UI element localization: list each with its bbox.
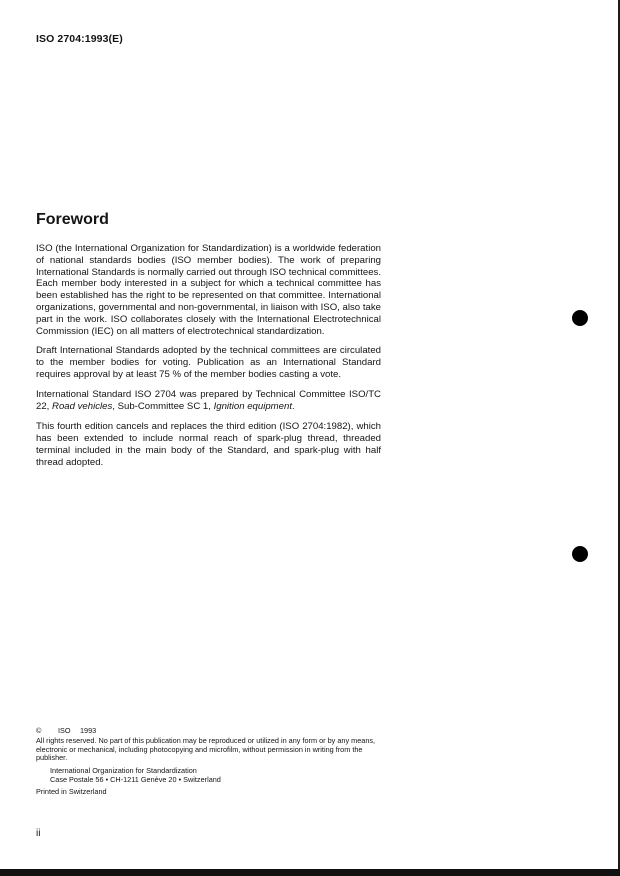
paragraph-preparation-lead: International Standard ISO 2704 was prepared by Technical Committee ISO/TC 22, bbox=[36, 388, 381, 412]
paragraph-preparation-end: . bbox=[292, 400, 295, 412]
section-title: Foreword bbox=[36, 211, 109, 228]
foreword-body bbox=[36, 243, 381, 477]
rights-statement: All rights reserved. No part of this publication may be reproduced or utilized in any form or by any means, electronic or mechanical, including photocopying and microfilm, without permission in writing from the publisher. bbox=[36, 735, 376, 763]
page-edge-bottom bbox=[0, 869, 620, 876]
document-identifier: ISO 2704:1993(E) bbox=[36, 33, 123, 45]
paragraph-iso-description: ISO (the International Organization for Standardization) is a worldwide federation of national standards bodies (ISO member bodies). The work of preparing International Standards is normally carried out through ISO technical committees. Each member body interested in a subject for which a technical committee has been established has the right to be represented on that committee. International organizations, governmental and non-governmental, in liaison with ISO, also take part in the work. ISO collaborates closely with the International Electrotechnical Commission (IEC) on all matters of electrotechnical standardization. bbox=[36, 243, 382, 337]
copyright-year: 1993 bbox=[80, 726, 97, 735]
copyright-line bbox=[36, 727, 386, 736]
printed-in: Printed in Switzerland bbox=[36, 787, 107, 797]
committee-name: Road vehicles bbox=[52, 400, 113, 412]
address-org: International Organization for Standardization bbox=[50, 766, 197, 776]
publisher-address bbox=[50, 766, 386, 784]
punch-hole-upper bbox=[572, 310, 588, 326]
copyright-org: ISO bbox=[58, 726, 71, 735]
punch-hole-lower bbox=[572, 546, 588, 562]
paragraph-preparation bbox=[36, 389, 381, 413]
paragraph-voting: Draft International Standards adopted by the technical committees are circulated to the member bodies for voting. Publication as an International Standard requires approval by at least 75 % of the member bodies casting a vote. bbox=[36, 345, 381, 380]
copyright-org-year bbox=[58, 727, 96, 736]
page-number: ii bbox=[36, 828, 41, 839]
copyright-symbol: © bbox=[36, 726, 42, 735]
address-postal: Case Postale 56 • CH-1211 Genève 20 • Switzerland bbox=[50, 775, 221, 785]
paragraph-edition: This fourth edition cancels and replaces the third edition (ISO 2704:1982), which has been extended to include normal reach of spark-plug thread, threaded terminal included in the main body of the Standard, and spark-plug with half thread adopted. bbox=[36, 421, 381, 468]
subcommittee-name: Ignition equipment bbox=[213, 400, 292, 412]
paragraph-preparation-mid: , Sub-Committee SC 1, bbox=[112, 400, 214, 412]
copyright-notice bbox=[36, 727, 386, 797]
